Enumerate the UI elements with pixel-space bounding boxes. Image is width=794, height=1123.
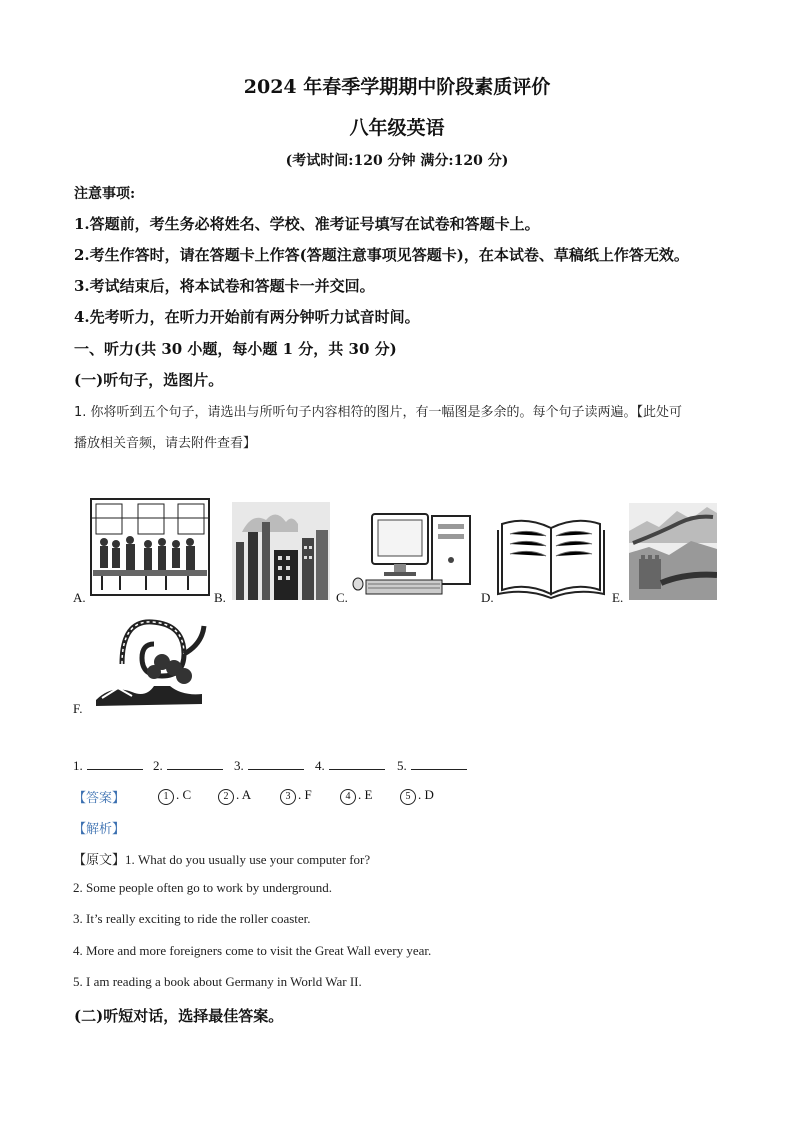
great-wall-image (629, 503, 717, 600)
factory-city-image (232, 502, 330, 600)
roller-coaster-image (92, 614, 210, 714)
picture-label-d: D. (481, 590, 494, 605)
answer-item-3: 3 . F (280, 787, 312, 805)
transcript-line-3: 3. It’s really exciting to ride the roller coaster. (73, 911, 311, 926)
transcript-line-2: 2. Some people often go to work by underground. (73, 880, 332, 895)
note-item-1: 1.答题前，考生务必将姓名、学校、准考证号填写在试卷和答题卡上。 (74, 215, 540, 233)
picture-label-c: C. (336, 590, 348, 605)
picture-label-e: E. (612, 590, 624, 605)
page-subtitle: 八年级英语 (349, 117, 445, 139)
subway-passengers-image (90, 498, 210, 596)
notes-heading: 注意事项: (74, 186, 136, 202)
part2-heading: (二)听短对话，选择最佳答案。 (74, 1007, 284, 1025)
computer-image (352, 510, 474, 600)
analysis-label: 【解析】 (73, 822, 126, 837)
note-item-4: 4.先考听力，在听力开始前有两分钟听力试音时间。 (74, 308, 420, 326)
section-heading: 一、听力(共 30 小题，每小题 1 分，共 30 分) (74, 340, 397, 358)
blank-4[interactable]: 4. (315, 757, 385, 774)
open-book-image (496, 514, 606, 600)
question-text-line1: 1. 你将听到五个句子，请选出与所听句子内容相符的图片，有一幅图是多余的。每个句子读两遍。【此处可 (74, 405, 683, 420)
transcript-line-5: 5. I am reading a book about Germany in World War II. (73, 974, 362, 989)
blank-3[interactable]: 3. (234, 757, 304, 774)
transcript-line-4: 4. More and more foreigners come to visit the Great Wall every year. (73, 943, 432, 958)
blank-5[interactable]: 5. (397, 757, 467, 774)
answer-item-1: 1 . C (158, 787, 191, 805)
blank-1[interactable]: 1. (73, 757, 143, 774)
exam-info: (考试时间:120 分钟 满分:120 分) (285, 153, 509, 169)
note-item-3: 3.考试结束后，将本试卷和答题卡一并交回。 (74, 277, 375, 295)
answer-item-2: 2 . A (218, 787, 251, 805)
picture-label-a: A. (73, 590, 86, 605)
question-text-line2: 播放相关音频，请去附件查看】 (74, 436, 257, 451)
answer-label: 【答案】 (73, 791, 126, 806)
picture-label-b: B. (214, 590, 226, 605)
note-item-2: 2.考生作答时，请在答题卡上作答(答题注意事项见答题卡)，在本试卷、草稿纸上作答无效。 (74, 246, 689, 264)
page-title: 2024 年春季学期期中阶段素质评价 (243, 76, 551, 98)
answer-item-5: 5 . D (400, 787, 434, 805)
transcript-line-1: 【原文】1. What do you usually use your computer for? (73, 852, 371, 868)
answer-item-4: 4 . E (340, 787, 372, 805)
part1-heading: (一)听句子，选图片。 (74, 371, 224, 389)
blank-2[interactable]: 2. (153, 757, 223, 774)
picture-label-f: F. (73, 701, 83, 716)
